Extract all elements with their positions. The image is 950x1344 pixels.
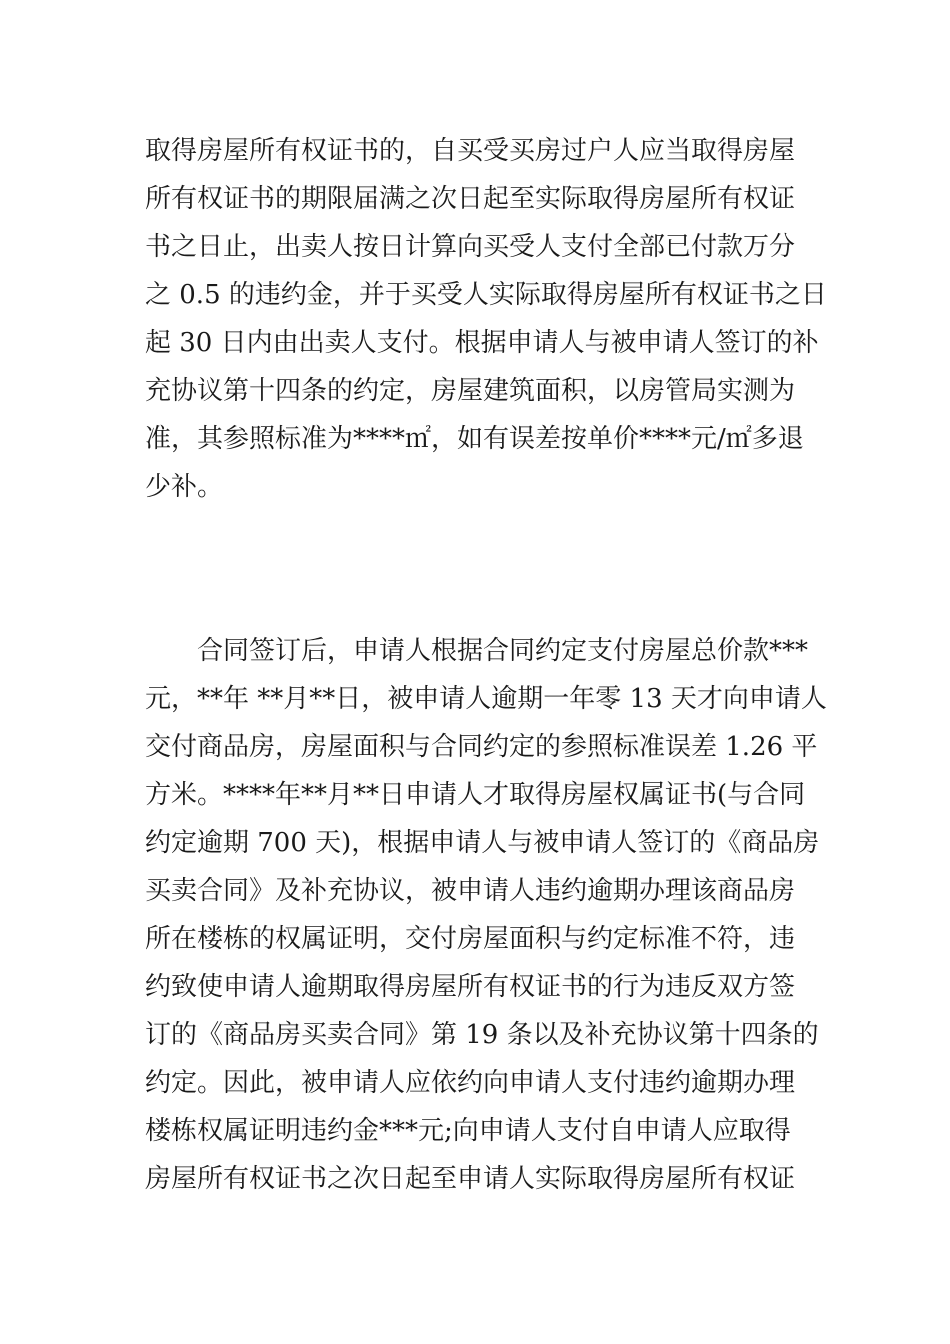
paragraph-line: 约定。因此，被申请人应依约向申请人支付违约逾期办理: [145, 1068, 796, 1098]
paragraph-line: 订的《商品房买卖合同》第 19 条以及补充协议第十四条的: [145, 1020, 819, 1050]
paragraph-line: 元，**年 **月**日，被申请人逾期一年零 13 天才向申请人: [145, 684, 827, 714]
paragraph-line: 合同签订后，申请人根据合同约定支付房屋总价款***: [145, 636, 809, 666]
paragraph-line: 约定逾期 700 天)，根据申请人与被申请人签订的《商品房: [145, 828, 820, 858]
paragraph-line: 所在楼栋的权属证明，交付房屋面积与约定标准不符，违: [145, 924, 796, 954]
paragraph-line: 取得房屋所有权证书的，自买受买房过户人应当取得房屋: [145, 136, 796, 166]
paragraph-line: 少补。: [145, 472, 224, 502]
paragraph-line: 起 30 日内由出卖人支付。根据申请人与被申请人签订的补: [145, 328, 819, 358]
paragraph-line: 房屋所有权证书之次日起至申请人实际取得房屋所有权证: [145, 1164, 796, 1194]
paragraph-line: 准，其参照标准为****㎡，如有误差按单价****元/㎡多退: [145, 424, 804, 454]
paragraph-2: [145, 627, 827, 1203]
paragraph-line: 充协议第十四条的约定，房屋建筑面积，以房管局实测为: [145, 376, 796, 406]
paragraph-line: 方米。****年**月**日申请人才取得房屋权属证书(与合同: [145, 780, 806, 810]
paragraph-line: 楼栋权属证明违约金***元;向申请人支付自申请人应取得: [145, 1116, 791, 1146]
paragraph-line: 所有权证书的期限届满之次日起至实际取得房屋所有权证: [145, 184, 796, 214]
paragraph-line: 之 0.5 的违约金，并于买受人实际取得房屋所有权证书之日: [145, 280, 827, 310]
paragraph-line: 约致使申请人逾期取得房屋所有权证书的行为违反双方签: [145, 972, 796, 1002]
paragraph-line: 交付商品房，房屋面积与合同约定的参照标准误差 1.26 平: [145, 732, 818, 762]
paragraph-1: [145, 127, 827, 511]
paragraph-line: 买卖合同》及补充协议，被申请人违约逾期办理该商品房: [145, 876, 796, 906]
paragraph-line: 书之日止，出卖人按日计算向买受人支付全部已付款万分: [145, 232, 796, 262]
